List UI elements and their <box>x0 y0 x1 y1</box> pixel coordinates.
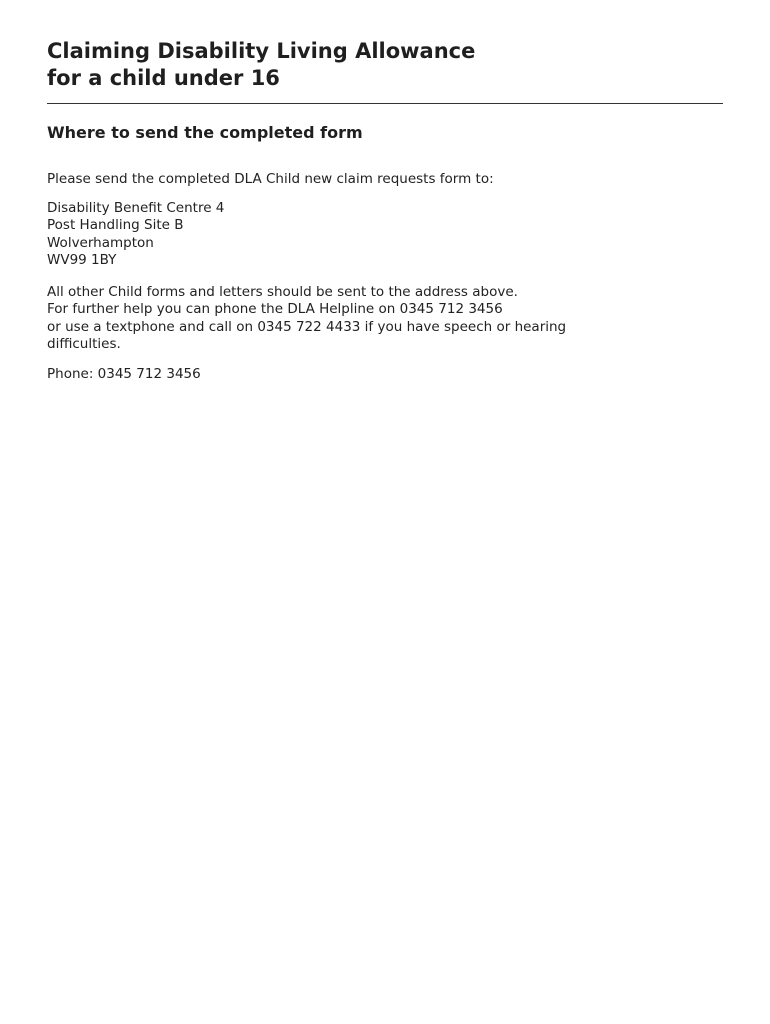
postal-address <box>47 200 723 270</box>
info-line: or use a textphone and call on 0345 722 4433 if you have speech or hearing <box>47 318 567 335</box>
page-title-line-2: for a child under 16 <box>47 66 280 90</box>
intro-text: Please send the completed DLA Child new claim requests form to: <box>47 171 494 187</box>
title-divider <box>47 103 723 104</box>
address-line: Wolverhampton <box>47 234 154 251</box>
phone-number: Phone: 0345 712 3456 <box>47 365 201 382</box>
info-line: difficulties. <box>47 336 121 352</box>
address-line: Post Handling Site B <box>47 217 184 233</box>
info-line: For further help you can phone the DLA Helpline on 0345 712 3456 <box>47 301 503 317</box>
help-information <box>47 284 723 354</box>
section-heading: Where to send the completed form <box>47 123 363 142</box>
page-title-line-1: Claiming Disability Living Allowance <box>47 39 476 63</box>
address-postcode: WV99 1BY <box>47 252 117 268</box>
page-title <box>47 38 723 92</box>
info-line: All other Child forms and letters should be sent to the address above. <box>47 283 518 300</box>
address-line: Disability Benefit Centre 4 <box>47 199 225 216</box>
